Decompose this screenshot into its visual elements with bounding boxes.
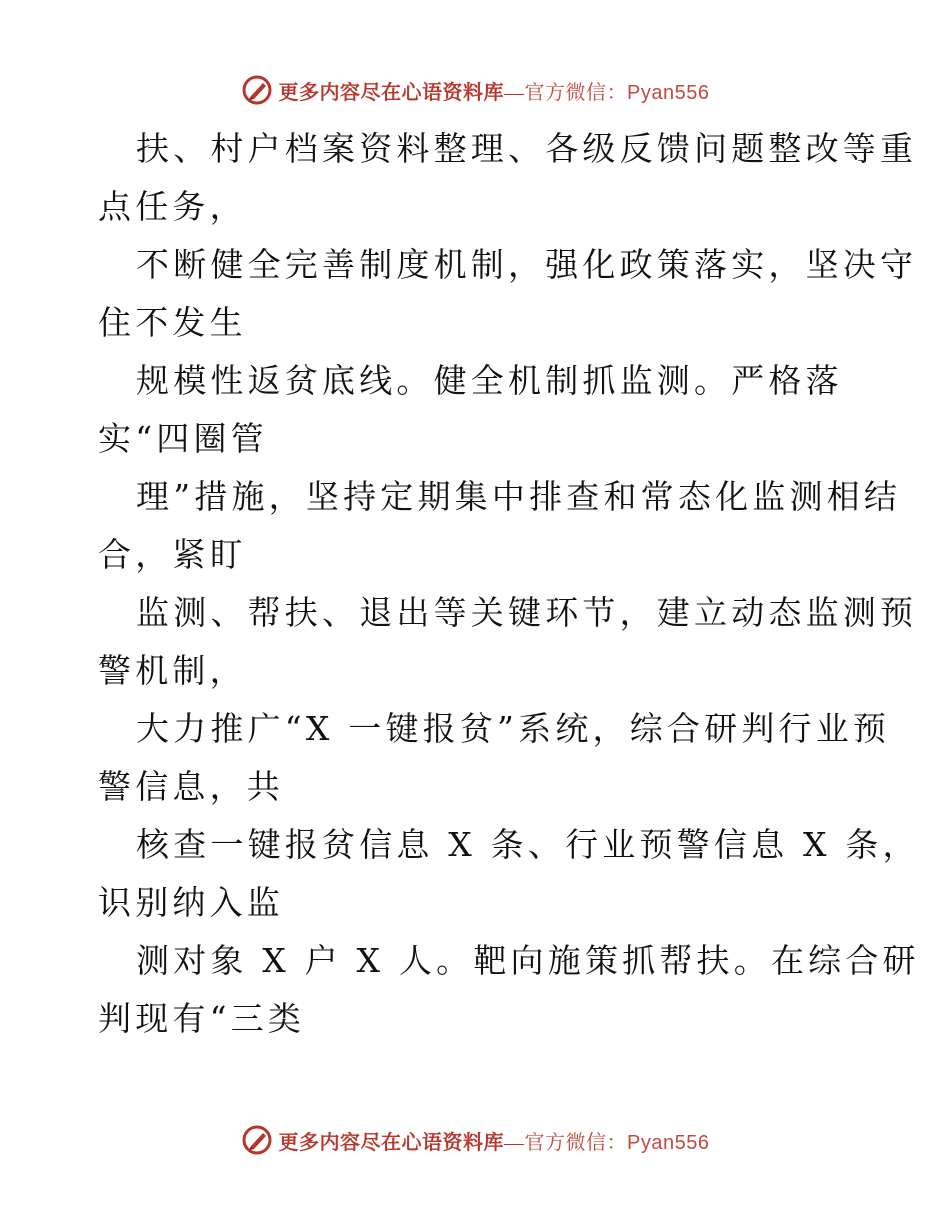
text-line: 核查一键报贫信息 X 条、行业预警信息 X 条，: [136, 825, 920, 864]
text-line: 住不发生: [98, 303, 247, 342]
pen-logo-icon: [241, 74, 273, 106]
text-line: 识别纳入监: [98, 883, 284, 922]
header-site-name: 更多内容尽在心语资料库: [278, 81, 505, 104]
text-line: 扶、村户档案资料整理、各级反馈问题整改等重: [136, 129, 918, 168]
text-line: 警信息，共: [98, 767, 284, 806]
text-line: 警机制，: [98, 651, 247, 690]
document-body: [98, 120, 920, 1048]
text-line: 合，紧盯: [98, 535, 247, 574]
footer-dash: —: [504, 1131, 525, 1154]
footer-watermark-banner: [0, 1120, 950, 1160]
text-line: 不断健全完善制度机制，强化政策落实，坚决守: [136, 245, 918, 284]
text-line: 判现有“三类: [98, 999, 306, 1038]
footer-contact: 官方微信：Pyan556: [524, 1131, 710, 1154]
text-line: 监测、帮扶、退出等关键环节，建立动态监测预: [136, 593, 918, 632]
text-line: 测对象 X 户 X 人。靶向施策抓帮扶。在综合研: [136, 941, 920, 980]
text-line: 大力推广“X 一键报贫”系统，综合研判行业预: [136, 709, 891, 748]
text-line: 规模性返贫底线。健全机制抓监测。严格落: [136, 361, 843, 400]
text-line: 实“四圈管: [98, 419, 268, 458]
header-contact: 官方微信：Pyan556: [524, 81, 710, 104]
footer-banner-text: [279, 1126, 710, 1155]
header-watermark-banner: [0, 70, 950, 110]
footer-site-name: 更多内容尽在心语资料库: [278, 1131, 505, 1154]
pen-logo-icon: [241, 1124, 273, 1156]
text-line: 理”措施，坚持定期集中排查和常态化监测相结: [136, 477, 902, 516]
header-dash: —: [504, 81, 525, 104]
header-banner-text: [279, 76, 710, 105]
text-line: 点任务，: [98, 187, 247, 226]
